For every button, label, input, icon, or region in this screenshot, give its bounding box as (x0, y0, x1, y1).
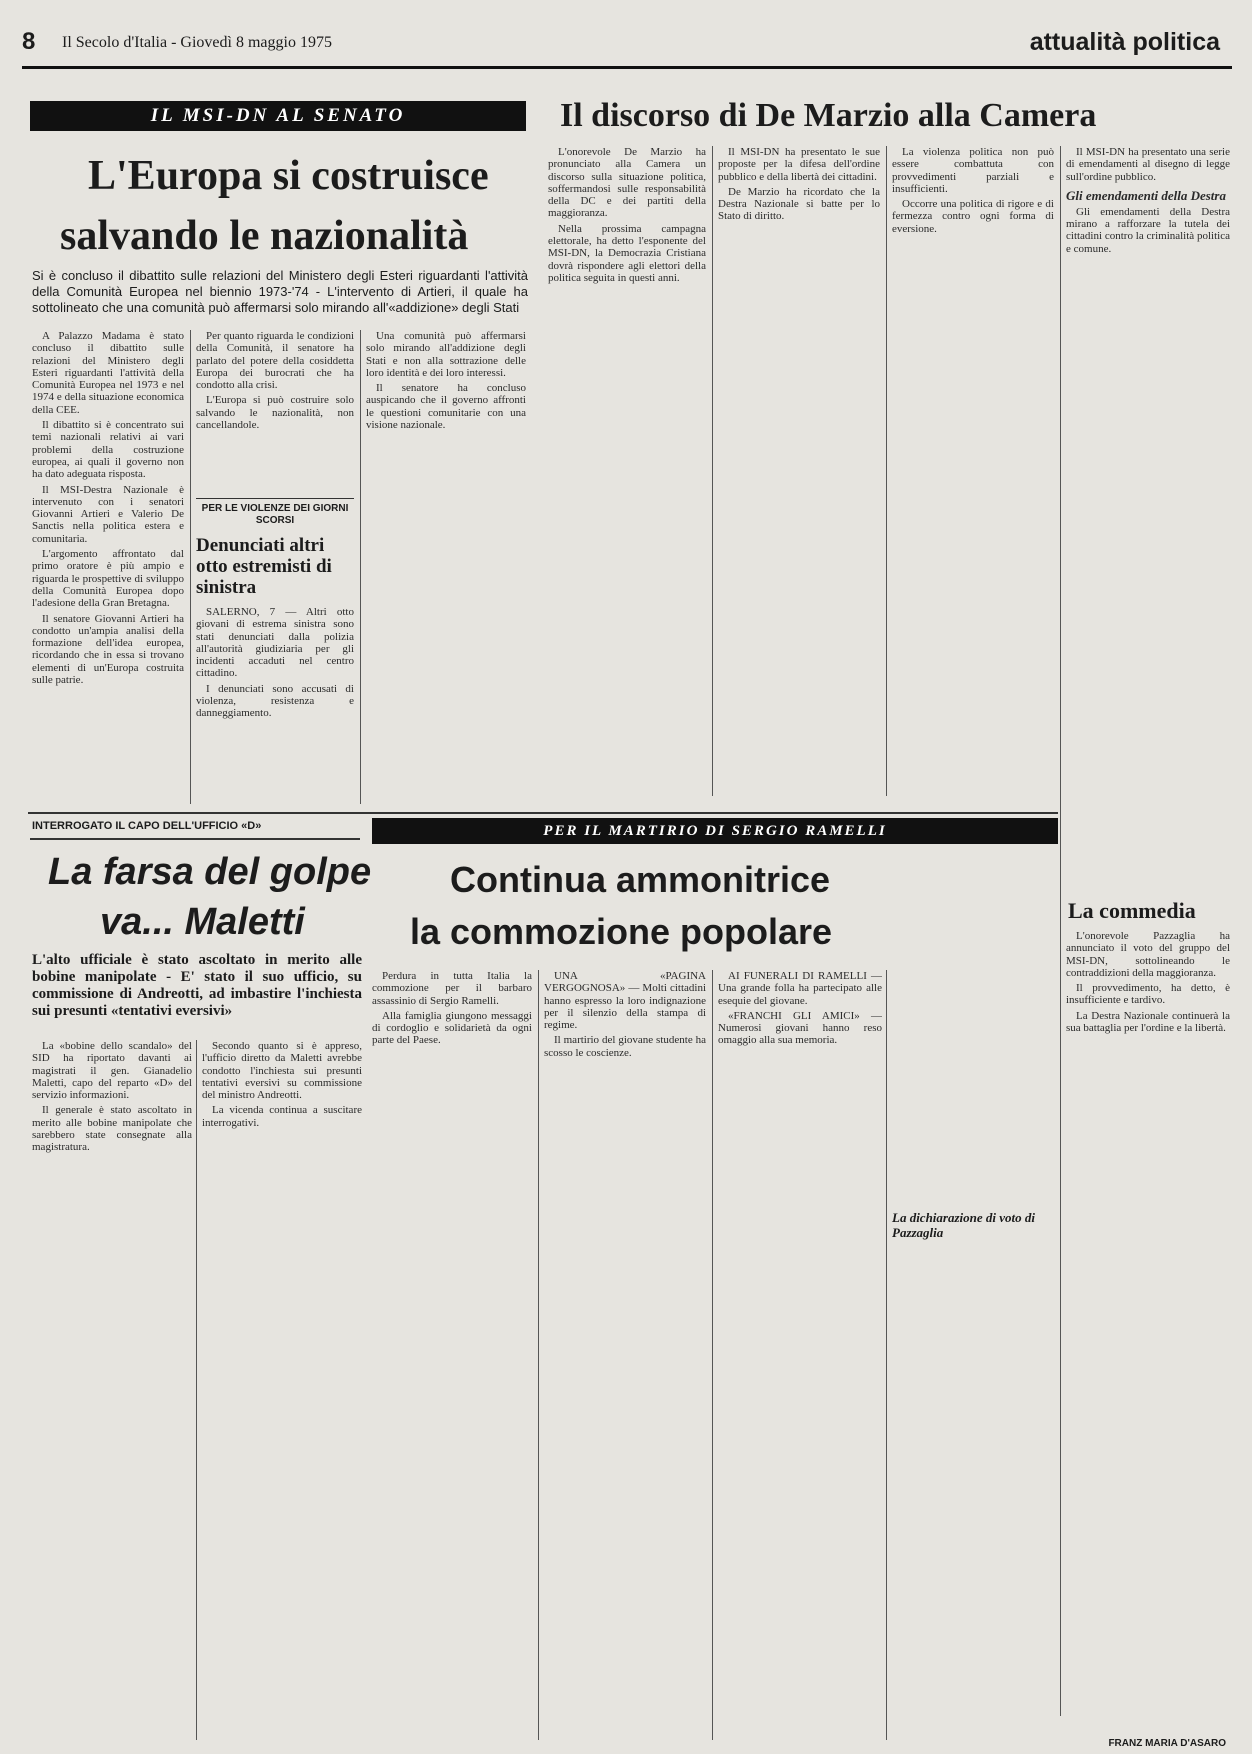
paragraph: Il senatore Giovanni Artieri ha condotto un'ampia analisi della formazione dell'idea europea, ricordando che in essa si trovano elementi di un'Europa costruita sulle patrie. (32, 612, 184, 687)
paragraph: Il MSI-Destra Nazionale è intervenuto con i senatori Giovanni Artieri e Valerio De Sanctis nella politica estera e comunitaria. (32, 483, 184, 545)
senato-headline-1: L'Europa si costruisce (88, 153, 489, 199)
paragraph: SALERNO, 7 — Altri otto giovani di estrema sinistra sono stati denunciati dalla polizia all'autorità giudiziaria per gli incidenti accaduti nel centro cittadino. (196, 606, 354, 680)
ramelli-col-2 (544, 970, 706, 1740)
commedia-body (1066, 930, 1230, 1700)
denunciati-box (196, 498, 354, 804)
emendamenti-subhead: Gli emendamenti della Destra (1066, 187, 1226, 203)
senato-col-1 (32, 330, 184, 804)
paragraph: Alla famiglia giungono messaggi di cordoglio e solidarietà da ogni parte del Paese. (372, 1009, 532, 1047)
denunciati-body (196, 606, 354, 806)
paragraph: L'onorevole De Marzio ha pronunciato alla Camera un discorso sulla situazione politica, soffermandosi sulle responsabilità della DC e dei partiti della maggioranza. (548, 146, 706, 220)
ramelli-headline-1: Continua ammonitrice (450, 859, 831, 900)
paragraph: Una comunità può affermarsi solo mirando all'addizione degli Stati e non alla sottrazione delle loro identità e dei loro interessi. (366, 330, 526, 379)
paragraph: Il MSI-DN ha presentato una serie di emendamenti al disegno di legge sull'ordine pubblico. (1066, 146, 1230, 183)
paragraph: Gli emendamenti della Destra mirano a rafforzare la tutela dei cittadini contro la criminalità politica e comune. (1066, 205, 1230, 255)
paragraph: La «bobine dello scandalo» del SID ha riportato davanti ai magistrati il gen. Gianadelio Maletti, capo del reparto «D» del servizio informazioni. (32, 1040, 192, 1102)
col-divider (190, 330, 191, 804)
camera-headline: Il discorso di De Marzio alla Camera (560, 97, 1097, 134)
paragraph: Il senatore ha concluso auspicando che il governo affronti le questioni comunitarie con una visione nazionale. (366, 382, 526, 432)
paragraph: La Destra Nazionale continuerà la sua battaglia per l'ordine e la libertà. (1066, 1009, 1230, 1035)
col-divider (886, 970, 887, 1740)
golpe-col-2 (202, 1040, 362, 1740)
paragraph: A Palazzo Madama è stato concluso il dibattito sulle relazioni del Ministero degli Esteri riguardanti l'attività della Comunità Europea nel 1973 e nel 1974 e della situazione economica della CEE. (32, 330, 184, 416)
ramelli-kicker: PER IL MARTIRIO DI SERGIO RAMELLI (372, 818, 1058, 844)
col-divider (538, 970, 539, 1740)
paper-title-date: Il Secolo d'Italia - Giovedì 8 maggio 1975 (62, 34, 332, 51)
paragraph: «FRANCHI GLI AMICI» — Numerosi giovani hanno reso omaggio alla sua memoria. (718, 1009, 882, 1047)
denunciati-headline: Denunciati altri otto estremisti di sinistra (196, 535, 332, 598)
paragraph: Secondo quanto si è appreso, l'ufficio diretto da Maletti avrebbe condotto l'inchiesta sui presunti tentativi eversivi su commissione del ministro Andreotti. (202, 1040, 362, 1102)
ramelli-col-3 (718, 970, 882, 1740)
section-divider (28, 812, 1058, 814)
paragraph: Il dibattito si è concentrato sui temi nazionali relativi ai vari problemi della costruzione europea, ai quali il governo non ha dato adeguata risposta. (32, 419, 184, 481)
paragraph: Nella prossima campagna elettorale, ha detto l'esponente del MSI-DN, la Democrazia Cristiana dovrà rispondere agli elettori della politica seguita in questi anni. (548, 222, 706, 284)
senato-kicker: IL MSI-DN AL SENATO (30, 101, 526, 131)
paragraph: I denunciati sono accusati di violenza, resistenza e danneggiamento. (196, 682, 354, 720)
paragraph: De Marzio ha ricordato che la Destra Nazionale si batte per lo Stato di diritto. (718, 185, 880, 223)
paragraph: Il MSI-DN ha presentato le sue proposte per la difesa dell'ordine pubblico e della libertà dei cittadini. (718, 146, 880, 183)
golpe-headline-1: La farsa del golpe (48, 851, 372, 893)
camera-col-3 (892, 146, 1054, 796)
camera-col-2 (718, 146, 880, 796)
senato-col-3 (366, 330, 526, 804)
masthead (0, 22, 1252, 62)
paragraph: L'onorevole Pazzaglia ha annunciato il voto del gruppo del MSI-DN, sottolineando le contraddizioni della maggioranza. (1066, 930, 1230, 979)
col-divider (712, 970, 713, 1740)
section-title: attualità politica (1029, 28, 1220, 56)
ramelli-col-1 (372, 970, 532, 1740)
paragraph: La vicenda continua a suscitare interrogativi. (202, 1104, 362, 1129)
paragraph: Per quanto riguarda le condizioni della Comunità, il senatore ha parlato del potere della cosiddetta Europa dei burocrati che ha condotto alla crisi. (196, 330, 354, 392)
paragraph: La violenza politica non può essere combattuta con provvedimenti parziali e insufficienti. (892, 146, 1054, 195)
page-number: 8 (22, 28, 36, 55)
col-divider (886, 146, 887, 796)
commedia-signature: FRANZ MARIA D'ASARO (1108, 1738, 1226, 1749)
paragraph: Occorre una politica di rigore e di fermezza contro ogni forma di eversione. (892, 198, 1054, 235)
paragraph: L'argomento affrontato dal primo oratore è più ampio e riguarda le prospettive di sviluppo della Comunità Europea dopo l'adesione della Gran Bretagna. (32, 548, 184, 610)
paragraph: Il provvedimento, ha detto, è insufficiente e tardivo. (1066, 982, 1230, 1007)
paragraph: L'Europa si può costruire solo salvando le nazionalità, non cancellandole. (196, 394, 354, 432)
golpe-standfirst: L'alto ufficiale è stato ascoltato in merito alle bobine manipolate - E' stato il suo ufficio, su commissione di Andreotti, ad imbastire l'inchiesta sui presunti «tentativi eversivi» (32, 952, 362, 1019)
senato-headline-2: salvando le nazionalità (60, 213, 469, 259)
golpe-kicker-rule (30, 838, 360, 840)
paragraph: UNA «PAGINA VERGOGNOSA» — Molti cittadini hanno espresso la loro indignazione per il silenzio della stampa di regime. (544, 970, 706, 1032)
camera-col-4 (1066, 146, 1230, 886)
golpe-kicker: INTERROGATO IL CAPO DELL'UFFICIO «D» (32, 820, 262, 832)
commedia-headline: La commedia (1068, 898, 1196, 923)
paragraph: Perdura in tutta Italia la commozione per il barbaro assassinio di Sergio Ramelli. (372, 970, 532, 1007)
golpe-col-1 (32, 1040, 192, 1740)
paragraph: Il generale è stato ascoltato in merito alle bobine manipolate che sarebbero state consegnate alla magistratura. (32, 1104, 192, 1154)
paragraph: Il martirio del giovane studente ha scosso le coscienze. (544, 1034, 706, 1059)
senato-standfirst: Si è concluso il dibattito sulle relazioni del Ministero degli Esteri riguardanti l'attività della Comunità Europea nel biennio 1973-'74 - L'intervento di Artieri, il quale ha sottolineato che una comunità può affermarsi solo mirando all'«addizione» degli Stati (32, 268, 528, 315)
ramelli-headline-2: la commozione popolare (410, 911, 833, 952)
col-divider (360, 330, 361, 804)
masthead-rule (22, 66, 1232, 69)
paragraph: AI FUNERALI DI RAMELLI — Una grande folla ha partecipato alle esequie del giovane. (718, 970, 882, 1007)
col-divider (712, 146, 713, 796)
senato-col-2 (196, 330, 354, 490)
commedia-subhead: La dichiarazione di voto di Pazzaglia (892, 1210, 1035, 1240)
denunciati-kicker: PER LE VIOLENZE DEI GIORNI SCORSI (196, 498, 354, 527)
col-divider (1060, 146, 1061, 1716)
col-divider (196, 1040, 197, 1740)
golpe-headline-2: va... Maletti (100, 901, 305, 943)
camera-col-1 (548, 146, 706, 796)
